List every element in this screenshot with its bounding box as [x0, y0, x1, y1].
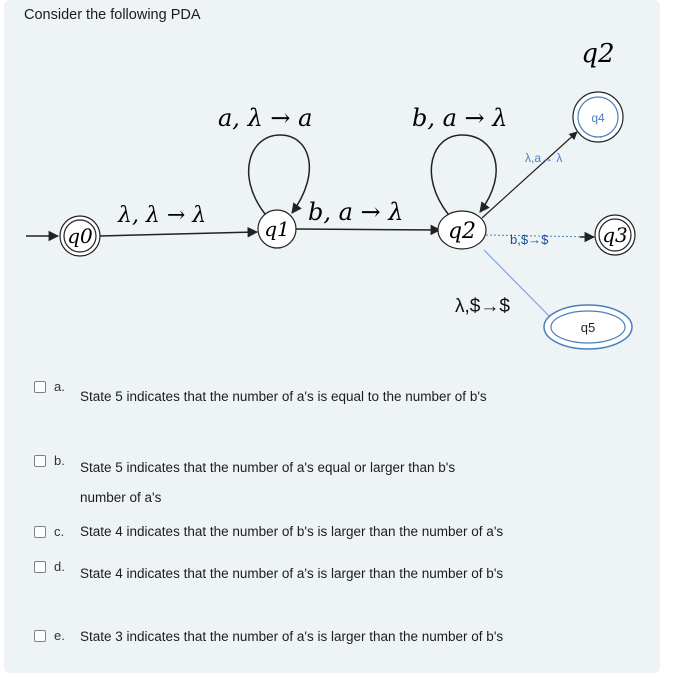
transition-q2-loop — [431, 135, 496, 214]
option-b-text-line2: number of a's — [80, 490, 162, 505]
option-b-letter: b. — [54, 453, 65, 468]
question-prompt: Consider the following PDA — [24, 7, 201, 23]
option-e-checkbox[interactable] — [34, 630, 46, 642]
state-q4 — [573, 92, 623, 142]
option-a-checkbox[interactable] — [34, 381, 46, 393]
state-q3-label: q3 — [602, 223, 628, 247]
option-d-checkbox[interactable] — [34, 561, 46, 573]
transition-q1-q2 — [296, 229, 440, 230]
transition-label-q2-q4: λ,a→ λ — [525, 151, 563, 165]
state-q2-top-label: q2 — [581, 39, 615, 69]
transition-label-q1-q2: b, a → λ — [308, 198, 404, 226]
transition-q0-q1 — [100, 232, 257, 236]
transition-label-q2-q3: b,$→$ — [510, 232, 549, 247]
transition-label-q2-q5: λ,$→$ — [455, 296, 510, 317]
option-d-text: State 4 indicates that the number of a's is larger than the number of b's — [80, 566, 504, 581]
option-c-checkbox[interactable] — [34, 526, 46, 538]
option-c-text: State 4 indicates that the number of b's is larger than the number of a's — [80, 524, 504, 539]
transition-label-q0-q1: λ, λ → λ — [118, 203, 207, 228]
state-q2 — [438, 211, 486, 249]
state-q1-label: q1 — [264, 217, 290, 241]
option-c-letter: c. — [54, 524, 65, 539]
option-b-checkbox[interactable] — [34, 455, 46, 467]
option-a-text: State 5 indicates that the number of a's is equal to the number of b's — [80, 389, 487, 404]
transition-label-q2-loop: b, a → λ — [412, 104, 508, 132]
option-a-letter: a. — [54, 379, 65, 394]
transition-label-q1-loop: a, λ → a — [218, 104, 313, 132]
state-q5 — [544, 305, 632, 349]
state-q2-label: q2 — [447, 219, 477, 244]
option-d-letter: d. — [54, 559, 65, 574]
state-q4-label: q4 — [591, 111, 605, 125]
option-e-letter: e. — [54, 628, 65, 643]
state-q1 — [258, 210, 296, 248]
option-e-text: State 3 indicates that the number of a's is larger than the number of b's — [80, 629, 504, 644]
state-q3 — [595, 215, 635, 255]
state-q0 — [60, 216, 100, 256]
transition-q1-loop — [249, 135, 310, 214]
state-q5-label: q5 — [580, 320, 596, 335]
option-b-text-line1: State 5 indicates that the number of a's equal or larger than b's — [80, 460, 456, 475]
state-q0-label: q0 — [67, 224, 93, 248]
